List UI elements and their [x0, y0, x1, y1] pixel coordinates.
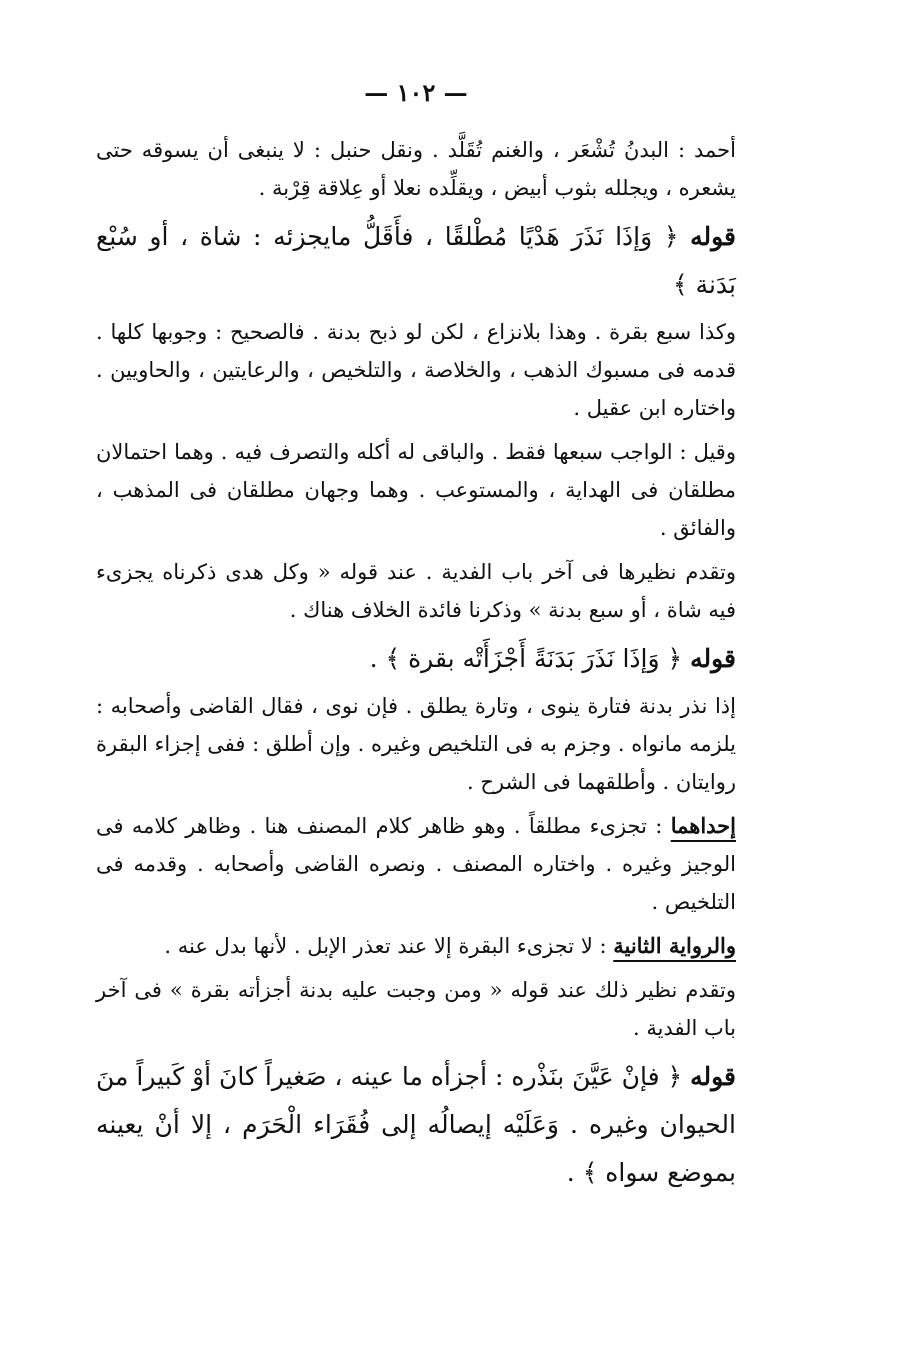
paragraph-9	[96, 927, 736, 965]
paragraph-7-text: إذا نذر بدنة فتارة ينوى ، وتارة يطلق . فإن نوى ، فقال القاضى وأصحابه : يلزمه مانواه . وجزم به فى التلخيص وغيره . وإن أطلق : ففى إجزاء البقرة روايتان . وأطلقهما فى الشرح .	[96, 694, 736, 794]
paragraph-9-text: : لا تجزىء البقرة إلا عند تعذر الإبل . لأنها بدل عنه .	[164, 934, 607, 958]
paragraph-5-text: وتقدم نظيرها فى آخر باب الفدية . عند قوله « وكل هدى ذكرناه يجزىء فيه شاة ، أو سبع بدنة » وذكرنا فائدة الخلاف هناك .	[96, 560, 736, 622]
paragraph-11-lead: قوله	[690, 1062, 736, 1091]
paragraph-2	[96, 213, 736, 309]
paragraph-11-text: ﴿ فإنْ عَيَّنَ بنَذْره : أجزأه ما عينه ، صَغيراً كانَ أوْ كَبيراً منَ الحيوان وغيره . وَعَلَيْه إيصالُه إلى فُقَرَاء الْحَرَم ، إلا أنْ يعينه بموضع سواه ﴾ .	[96, 1062, 736, 1187]
paragraph-11	[96, 1053, 736, 1197]
paragraph-6-lead: قوله	[690, 644, 736, 673]
paragraph-1-text: أحمد : البدنُ تُشْعَر ، والغنم تُقَلَّد . ونقل حنبل : لا ينبغى أن يسوقه حتى يشعره ، ويجلله بثوب أبيض ، ويقلِّده نعلا أو عِلاقة قِرْبة .	[96, 138, 736, 200]
paragraph-1	[96, 131, 736, 207]
paragraph-8	[96, 807, 736, 921]
paragraph-2-lead: قوله	[690, 222, 736, 251]
paragraph-8-lead: إحداهما	[670, 813, 736, 838]
paragraph-10-text: وتقدم نظير ذلك عند قوله « ومن وجبت عليه بدنة أجزأته بقرة » فى آخر باب الفدية .	[96, 978, 736, 1040]
paragraph-3-text: وكذا سبع بقرة . وهذا بلانزاع ، لكن لو ذبح بدنة . فالصحيح : وجوبها كلها . قدمه فى مسبوك الذهب ، والخلاصة ، والتلخيص ، والرعايتين ، والحاويين . واختاره ابن عقيل .	[96, 320, 736, 420]
paragraph-4	[96, 433, 736, 547]
paragraph-6-text: ﴿ وَإذَا نَذَرَ بَدَنَةً أَجْزَأَتْه بقرة ﴾ .	[369, 644, 683, 673]
paragraph-4-text: وقيل : الواجب سبعها فقط . والباقى له أكله والتصرف فيه . وهما احتمالان مطلقان فى الهداية ، والمستوعب . وهما وجهان مطلقان فى المذهب ، والفائق .	[96, 440, 736, 540]
page-number: — ١٠٢ —	[364, 78, 468, 107]
paragraph-9-lead: والرواية الثانية	[613, 933, 736, 958]
paragraph-6	[96, 635, 736, 683]
paragraph-2-text: ﴿ وَإذَا نَذَرَ هَدْيًا مُطْلقًا ، فأَقَلُّ مايجزئه : شاة ، أو سُبْع بَدَنة ﴾	[96, 222, 736, 299]
paragraph-3	[96, 313, 736, 427]
paragraph-7	[96, 687, 736, 801]
paragraph-5	[96, 553, 736, 629]
paragraph-10	[96, 971, 736, 1047]
paragraph-8-text: : تجزىء مطلقاً . وهو ظاهر كلام المصنف هنا . وظاهر كلامه فى الوجيز وغيره . واختاره المصنف . ونصره القاضى وأصحابه . وقدمه فى التلخيص .	[96, 814, 736, 914]
